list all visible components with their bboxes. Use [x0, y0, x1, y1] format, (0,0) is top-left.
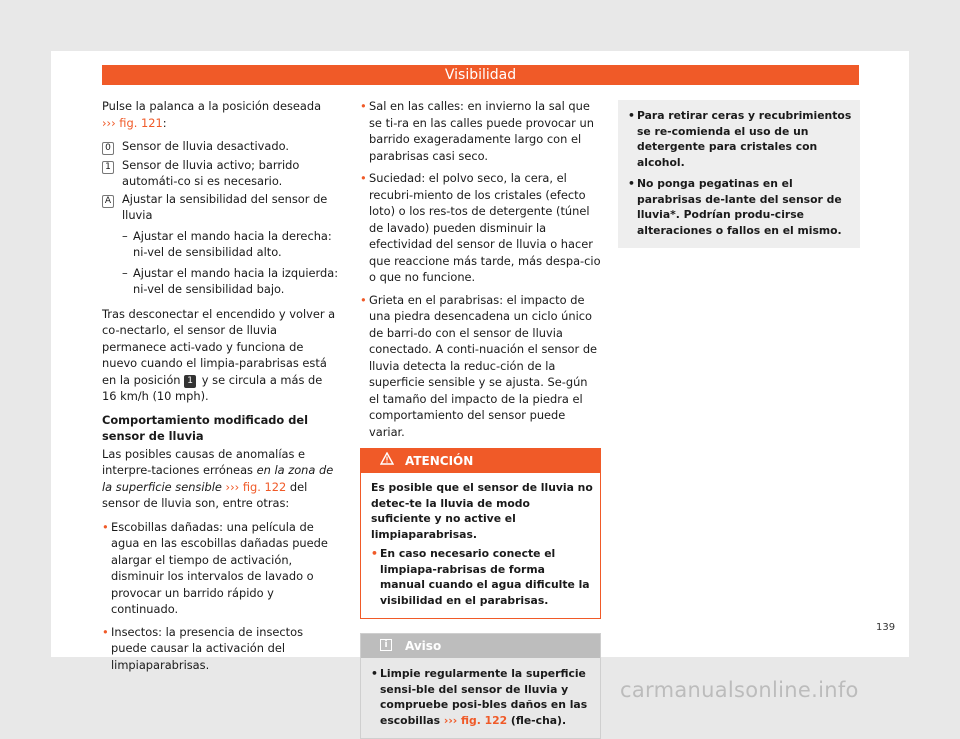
warning-title: ATENCIÓN	[405, 454, 474, 468]
list-item: • En caso necesario conecte el limpiapa-rabrisas de forma manual cuando el agua dificulte la visibilidad en el parabrisas.	[371, 547, 590, 607]
list-item: • Para retirar ceras y recubrimientos se re-comienda el uso de un detergente para cristales con alcohol.	[628, 109, 852, 169]
bullet-icon: •	[102, 519, 109, 534]
warning-triangle-icon	[380, 452, 394, 470]
paragraph: Tras desconectar el encendido y volver a co-nectarlo, el sensor de lluvia permanece acti-vado y funciona de nuevo cuando el limpia-parabrisas está en la posición 1 y se circula a más de 16 km/h (10 mph).	[102, 306, 336, 403]
fig-link-arrow[interactable]: ›››	[225, 479, 240, 494]
list-item: 1 Sensor de lluvia activo; barrido automáti-co si es necesario.	[102, 157, 340, 190]
bullet-icon: •	[371, 667, 378, 680]
fig-link[interactable]: fig. 122	[242, 479, 287, 494]
column-right	[618, 98, 860, 248]
list-item: A Ajustar la sensibilidad del sensor de lluvia	[102, 191, 340, 224]
bullet-icon: •	[360, 99, 367, 113]
section-header: Visibilidad	[102, 65, 859, 85]
fig-link[interactable]: fig. 122	[461, 713, 508, 727]
bullet-icon: •	[360, 171, 367, 185]
position-key: 1	[102, 161, 114, 174]
column-left	[102, 98, 340, 679]
page-number: 139	[876, 622, 896, 633]
note-box	[360, 633, 601, 739]
list-item: • Escobillas dañadas: una película de agua en las escobillas dañadas puede alargar el tiempo de activación, disminuir los intervalos de lavado o provocar un barrido rápido y continuado.	[102, 519, 328, 616]
fig-link[interactable]: fig. 121	[119, 115, 163, 130]
list-item: • No ponga pegatinas en el parabrisas de-lante del sensor de lluvia*. Podrían produ-cirse alteraciones o fallos en el mismo.	[628, 177, 842, 237]
dash-item: – Ajustar el mando hacia la derecha: ni-vel de sensibilidad alto.	[122, 228, 332, 259]
note-title: Aviso	[405, 639, 442, 653]
position-key: A	[102, 195, 114, 208]
list-item: • Suciedad: el polvo seco, la cera, el recubri-miento de los cristales (efecto loto) o los res-tos de detergente (túnel de lavado) pueden disminuir la efectividad del sensor de lluvia o hacer que reaccione más tarde, más despa-cio o que no funcione.	[360, 171, 601, 284]
position-key: 1	[184, 375, 196, 388]
fig-link-arrow[interactable]: ›››	[102, 115, 116, 130]
list-item: • Grieta en el parabrisas: el impacto de una piedra desencadena un ciclo único de barri-do con el sensor de lluvia conectado. A conti-nuación el sensor de lluvia detecta la reduc-ción de la superficie sensible y se ajusta. Se-gún el tamaño del impacto de la piedra el comportamiento del sensor puede variar.	[360, 292, 598, 439]
list-item: 0 Sensor de lluvia desactivado.	[102, 138, 340, 156]
tip-box	[618, 100, 860, 248]
list-item: • Sal en las calles: en invierno la sal que se ti-ra en las calles puede provocar un barrido exageradamente largo con el parabrisas casi seco.	[360, 99, 594, 163]
bullet-icon: •	[371, 547, 378, 560]
bullet-icon: •	[102, 624, 109, 639]
subheading: Comportamiento modificado del sensor de lluvia	[102, 412, 308, 443]
watermark: carmanualsonline.info	[620, 678, 859, 702]
warning-box	[360, 448, 601, 619]
dash-item: – Ajustar el mando hacia la izquierda: ni-vel de sensibilidad bajo.	[122, 265, 339, 296]
position-key: 0	[102, 142, 114, 155]
warning-text: Es posible que el sensor de lluvia no detec-te la lluvia de modo suficiente y no active el limpiaparabrisas.	[371, 481, 593, 541]
bullet-icon: •	[360, 292, 367, 307]
info-icon: i	[380, 639, 392, 651]
bullet-icon: •	[628, 177, 635, 190]
bullet-icon: •	[628, 109, 635, 122]
column-middle	[360, 98, 601, 739]
fig-link-arrow[interactable]: ›››	[443, 713, 458, 727]
list-item: • Insectos: la presencia de insectos puede causar la activación del limpiaparabrisas.	[102, 624, 304, 672]
paragraph: Las posibles causas de anomalías e interpre-taciones erróneas en la zona de la superficie sensible ››› fig. 122 del sensor de lluvia son, entre otras:	[102, 446, 334, 510]
intro-paragraph: Pulse la palanca a la posición deseada ››› fig. 121:	[102, 99, 322, 130]
list-item: • Limpie regularmente la superficie sensi-ble del sensor de lluvia y compruebe posi-bles daños en las escobillas ››› fig. 122 (fle-cha).	[371, 667, 588, 727]
